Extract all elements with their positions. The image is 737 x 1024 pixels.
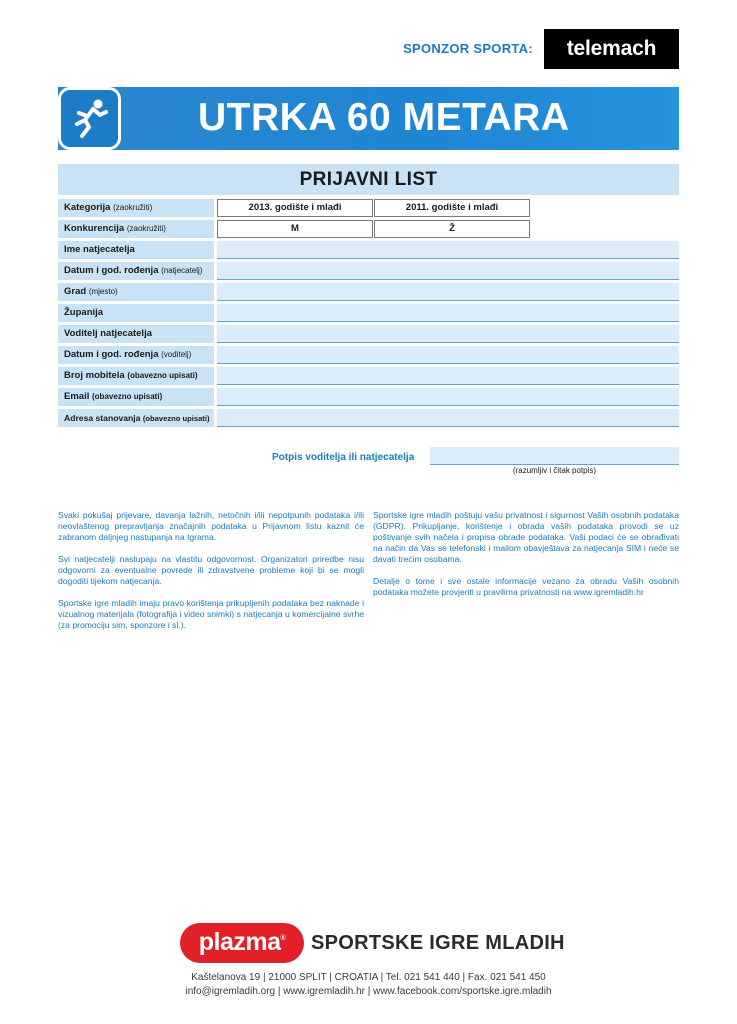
city-field[interactable] (217, 283, 679, 301)
field-label: Županija (58, 304, 214, 322)
competitor-birthdate-field[interactable] (217, 262, 679, 280)
gender-option-z[interactable]: Ž (374, 220, 530, 238)
form-row-email (58, 388, 679, 406)
form-row-zupanija (58, 304, 679, 322)
terms-left-column (58, 510, 364, 642)
sprinter-icon (58, 87, 121, 150)
terms-paragraph: Sportske igre mladih imaju pravo korištenja prikupljenih podataka bez naknade i vizualnog materijala (fotografija i video snimki) s natjecanja u komercijalne svrhe (za promociju sim, sponzore i sl.). (58, 598, 364, 630)
category-option-2013[interactable]: 2013. godište i mlađi (217, 199, 373, 217)
terms-paragraph: Svaki pokušaj prijevare, davanja lažnih, netočnih i/ili nepotpunih podataka i/ili neovlaštenog prepravljanja značajnih podataka u Prijavnom listu kaznit će zabranom daljnjeg nastupanja na Igrama. (58, 510, 364, 542)
organization-name: SPORTSKE IGRE MLADIH (311, 932, 565, 954)
field-label: Grad (mjesto) (58, 283, 214, 301)
address-field[interactable] (217, 409, 679, 427)
privacy-right-column (373, 510, 679, 609)
email-field[interactable] (217, 388, 679, 406)
title-banner (58, 87, 679, 150)
form-row-voditelj (58, 325, 679, 343)
county-field[interactable] (217, 304, 679, 322)
footer-address: Kaštelanova 19 | 21000 SPLIT | CROATIA | Tel. 021 541 440 | Fax. 021 541 450 (191, 972, 546, 983)
footer-web: info@igremladih.org | www.igremladih.hr | www.facebook.com/sportske.igre.mladih (185, 986, 552, 997)
form-row-kategorija (58, 199, 679, 217)
form-row-grad (58, 283, 679, 301)
field-label: Broj mobitela (obavezno upisati) (58, 367, 214, 385)
form-row-datum-natjecatelj (58, 262, 679, 280)
gender-option-m[interactable]: M (217, 220, 373, 238)
terms-paragraph: Svi natjecatelji nastupaju na vlastitu odgovornost. Organizatori priredbe nisu odgovorni za eventualne povrede ili zdravstvene probleme koji bi se mogli dogoditi tijekom natjecanja. (58, 554, 364, 586)
competitor-name-field[interactable] (217, 241, 679, 259)
page-title: UTRKA 60 METARA (198, 96, 570, 139)
mobile-field[interactable] (217, 367, 679, 385)
form-row-adresa (58, 409, 679, 427)
form-row-konkurencija (58, 220, 679, 238)
form-title: PRIJAVNI LIST (299, 169, 438, 190)
signature-label: Potpis voditelja ili natjecatelja (272, 452, 415, 463)
form-row-mobitel (58, 367, 679, 385)
field-label: Kategorija (zaokružiti) (58, 199, 214, 217)
coach-birthdate-field[interactable] (217, 346, 679, 364)
footer-logos (180, 923, 565, 963)
category-option-2011[interactable]: 2011. godište i mlađi (374, 199, 530, 217)
plazma-logo: plazma® (180, 923, 304, 963)
coach-name-field[interactable] (217, 325, 679, 343)
field-label: Konkurencija (zaokružiti) (58, 220, 214, 238)
sponsor-row (0, 29, 737, 69)
field-label: Email (obavezno upisati) (58, 388, 214, 406)
field-label: Voditelj natjecatelja (58, 325, 214, 343)
form-row-ime (58, 241, 679, 259)
field-label: Datum i god. rođenja (voditelj) (58, 346, 214, 364)
form-row-datum-voditelj (58, 346, 679, 364)
field-label: Ime natjecatelja (58, 241, 214, 259)
privacy-paragraph: Detalje o tome i sve ostale informacije vezano za obradu Vaših osobnih podataka možete provjeriti u pravilima privatnosti na www.igremladih.hr (373, 576, 679, 597)
privacy-paragraph: Sportske igre mladih poštuju vašu privatnost i sigurnost Vaših osobnih podataka (GDPR). Prikupljanje, korištenje i obrada vaših podataka provodi se uz poštivanje svih načela i propisa obrade podataka. Vaši podaci će se obrađivati na način da Vas se telefonski i mailom obavještava za natjecanja SIM i neće se davati trećim osobama. (373, 510, 679, 564)
sponsor-label: SPONZOR SPORTA: (403, 41, 533, 56)
signature-field[interactable] (430, 447, 679, 465)
form-title-bar (58, 164, 679, 195)
field-label: Adresa stanovanja (obavezno upisati) (58, 409, 214, 427)
field-label: Datum i god. rođenja (natjecatelj) (58, 262, 214, 280)
signature-hint: (razumljiv i čitak potpis) (512, 466, 597, 475)
telemach-logo: telemach (544, 29, 679, 69)
